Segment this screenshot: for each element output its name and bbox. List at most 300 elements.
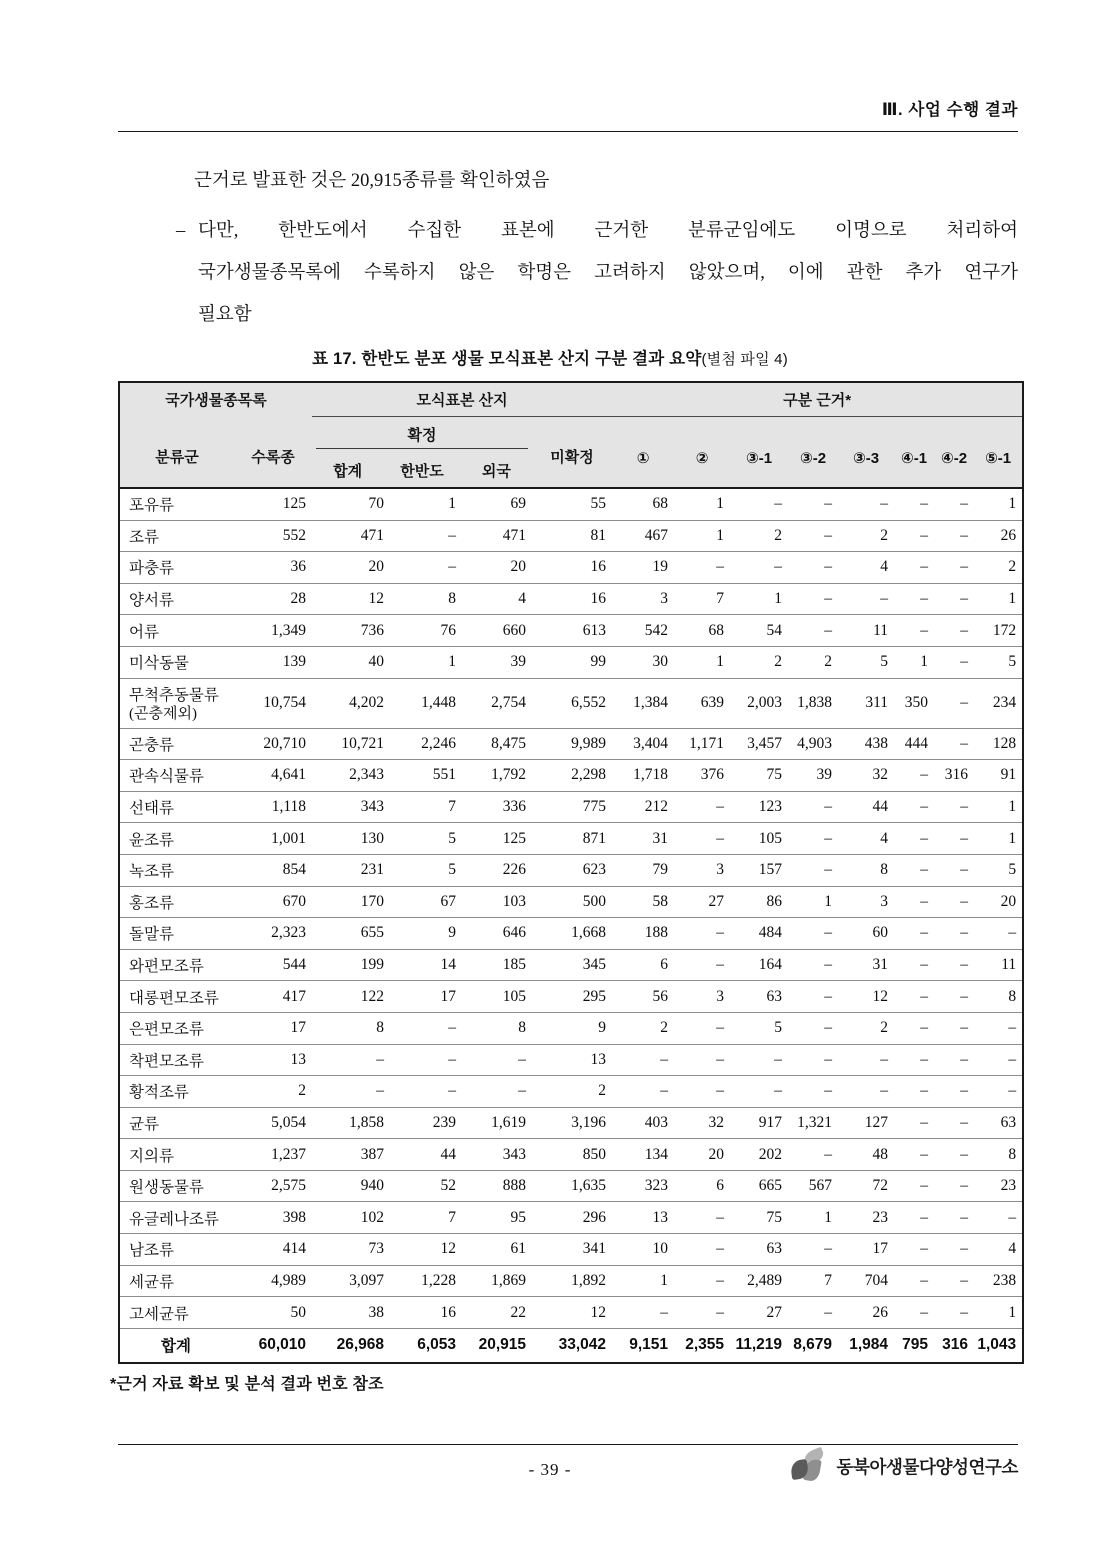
table-cell: 850 xyxy=(532,1139,612,1171)
table-row-label: 양서류 xyxy=(119,583,234,615)
table-cell: – xyxy=(934,1170,974,1202)
table-cell: 646 xyxy=(462,918,532,950)
table-cell: – xyxy=(894,1012,934,1044)
table-cell: 32 xyxy=(674,1107,730,1139)
table-row-label: 녹조류 xyxy=(119,854,234,886)
col-header-confirmed-total: 합계 xyxy=(333,463,363,480)
table-cell: 7 xyxy=(674,583,730,615)
table-cell: – xyxy=(894,823,934,855)
table-footnote: *근거 자료 확보 및 분석 결과 번호 참조 xyxy=(110,1376,384,1393)
table-cell: 940 xyxy=(312,1170,390,1202)
table-row-label: 와편모조류 xyxy=(119,949,234,981)
table-cell: 11 xyxy=(974,949,1023,981)
table-row xyxy=(119,886,1023,918)
table-cell: 350 xyxy=(894,678,934,728)
table-cell: – xyxy=(788,791,838,823)
table-cell: – xyxy=(730,1044,788,1076)
bullet-word: 수집한 xyxy=(407,221,462,241)
col-header-c3-1-label: ③-1 xyxy=(746,450,773,467)
col-header-c2 xyxy=(674,417,730,489)
table-cell: 4,903 xyxy=(788,728,838,760)
bullet-word: 이명으로 xyxy=(835,221,907,241)
col-header-c3-2-label: ③-2 xyxy=(800,450,827,467)
table-cell: – xyxy=(934,678,974,728)
table-cell: 56 xyxy=(612,981,674,1013)
table-cell: – xyxy=(894,615,934,647)
table-cell: 39 xyxy=(788,760,838,792)
table-row xyxy=(119,981,1023,1013)
table-cell: 2 xyxy=(730,520,788,552)
body-prose xyxy=(118,160,1018,336)
table-cell: 188 xyxy=(612,918,674,950)
bullet-text-body xyxy=(198,210,1018,336)
bullet-word: 수록하지 xyxy=(364,263,436,283)
table-row xyxy=(119,949,1023,981)
table-row-label: 무척추동물류 (곤충제외) xyxy=(119,678,234,728)
table-cell: – xyxy=(974,1012,1023,1044)
col-header-confirmed-label: 확정 xyxy=(407,426,437,444)
table-cell: – xyxy=(934,1202,974,1234)
table-cell: 1 xyxy=(390,646,462,678)
table-cell: – xyxy=(934,1076,974,1108)
table-cell: – xyxy=(894,520,934,552)
table-cell: – xyxy=(934,583,974,615)
table-cell: 6,552 xyxy=(532,678,612,728)
table-cell: 5 xyxy=(974,646,1023,678)
table-cell: 76 xyxy=(390,615,462,647)
table-cell: – xyxy=(894,552,934,584)
table-cell: – xyxy=(788,520,838,552)
table-cell: 102 xyxy=(312,1202,390,1234)
col-header-c4-1-label: ④-1 xyxy=(901,450,928,467)
table-cell: 231 xyxy=(312,854,390,886)
group-header-criteria: 구분 근거* xyxy=(612,382,1023,417)
table-cell: 1 xyxy=(974,583,1023,615)
prose-bullet-item xyxy=(118,210,1018,336)
table-cell: 39 xyxy=(462,646,532,678)
table-cell: 4 xyxy=(838,552,894,584)
col-header-confirmed-foreign: 외국 xyxy=(481,463,511,480)
col-header-c5-1 xyxy=(974,417,1023,489)
table-row xyxy=(119,918,1023,950)
table-cell: 7 xyxy=(788,1265,838,1297)
table-cell: 2 xyxy=(788,646,838,678)
summary-table xyxy=(118,381,1024,1364)
table-cell: 8 xyxy=(838,854,894,886)
table-cell: 444 xyxy=(894,728,934,760)
header-rule xyxy=(118,131,1018,132)
table-cell: 13 xyxy=(234,1044,312,1076)
table-cell: – xyxy=(894,1044,934,1076)
table-cell: – xyxy=(390,1076,462,1108)
table-cell: 27 xyxy=(730,1297,788,1329)
table-cell: 1 xyxy=(974,1297,1023,1329)
table-row-label: 어류 xyxy=(119,615,234,647)
table-cell: 2 xyxy=(532,1076,612,1108)
table-cell: 623 xyxy=(532,854,612,886)
table-cell: 3,097 xyxy=(312,1265,390,1297)
table-cell: – xyxy=(934,981,974,1013)
table-cell: 3 xyxy=(674,981,730,1013)
running-head: Ⅲ. 사업 수행 결과 xyxy=(881,101,1018,119)
table-caption-main: 표 17. 한반도 분포 생물 모식표본 산지 구분 결과 요약 xyxy=(312,350,702,368)
table-row xyxy=(119,1076,1023,1108)
table-cell: 1 xyxy=(894,646,934,678)
table-cell: – xyxy=(788,1012,838,1044)
table-cell: – xyxy=(788,1044,838,1076)
table-cell: 19 xyxy=(612,552,674,584)
table-cell: – xyxy=(894,1265,934,1297)
table-cell: 387 xyxy=(312,1139,390,1171)
table-cell: 736 xyxy=(312,615,390,647)
table-cell: 1 xyxy=(788,886,838,918)
bullet-dash-marker: – xyxy=(176,221,186,241)
table-cell: – xyxy=(838,488,894,520)
table-cell: 2 xyxy=(838,1012,894,1044)
table-row xyxy=(119,488,1023,520)
table-cell: 3 xyxy=(674,854,730,886)
bullet-word: 표본에 xyxy=(500,221,555,241)
table-cell: 8 xyxy=(390,583,462,615)
table-cell: – xyxy=(674,1297,730,1329)
table-cell: – xyxy=(894,1297,934,1329)
table-cell: – xyxy=(674,552,730,584)
table-cell: – xyxy=(894,1139,934,1171)
table-row xyxy=(119,1202,1023,1234)
table-cell: 61 xyxy=(462,1234,532,1266)
table-cell: 544 xyxy=(234,949,312,981)
table-cell: – xyxy=(934,1107,974,1139)
table-cell: 1,869 xyxy=(462,1265,532,1297)
table-cell: 13 xyxy=(612,1202,674,1234)
table-cell: 670 xyxy=(234,886,312,918)
table-cell: 28 xyxy=(234,583,312,615)
col-header-c3-3 xyxy=(838,417,894,489)
table-cell: 1 xyxy=(674,646,730,678)
table-cell: 75 xyxy=(730,760,788,792)
table-cell: 164 xyxy=(730,949,788,981)
table-row xyxy=(119,1234,1023,1266)
bullet-word: 근거한 xyxy=(594,221,649,241)
col-header-confirmed-group xyxy=(312,417,532,489)
table-cell: 1,718 xyxy=(612,760,674,792)
table-cell: – xyxy=(894,1107,934,1139)
table-cell: 73 xyxy=(312,1234,390,1266)
table-caption-suffix: (별첨 파일 4) xyxy=(701,351,788,368)
table-cell: 81 xyxy=(532,520,612,552)
table-cell: 1 xyxy=(730,583,788,615)
table-cell: 52 xyxy=(390,1170,462,1202)
table-cell: 10,721 xyxy=(312,728,390,760)
table-cell: 69 xyxy=(462,488,532,520)
table-cell: 1,321 xyxy=(788,1107,838,1139)
bullet-line-1 xyxy=(198,210,1018,252)
table-row xyxy=(119,1297,1023,1329)
col-header-taxon-label: 분류군 xyxy=(155,448,199,466)
table-row xyxy=(119,728,1023,760)
table-total-cell: 316 xyxy=(934,1328,974,1363)
table-cell: 1,118 xyxy=(234,791,312,823)
table-cell: 1,838 xyxy=(788,678,838,728)
table-cell: 5 xyxy=(838,646,894,678)
table-row-label: 홍조류 xyxy=(119,886,234,918)
table-cell: – xyxy=(934,823,974,855)
table-cell: 63 xyxy=(730,1234,788,1266)
table-row xyxy=(119,678,1023,728)
table-cell: 316 xyxy=(934,760,974,792)
table-cell: 105 xyxy=(462,981,532,1013)
table-cell: 134 xyxy=(612,1139,674,1171)
col-header-c5-1-label: ⑤-1 xyxy=(985,450,1012,467)
table-cell: – xyxy=(788,615,838,647)
table-cell: 17 xyxy=(838,1234,894,1266)
table-cell: 7 xyxy=(390,791,462,823)
table-cell: – xyxy=(974,1202,1023,1234)
table-cell: 44 xyxy=(838,791,894,823)
table-cell: 4,641 xyxy=(234,760,312,792)
table-cell: 376 xyxy=(674,760,730,792)
table-cell: 7 xyxy=(390,1202,462,1234)
table-cell: 417 xyxy=(234,981,312,1013)
table-row xyxy=(119,520,1023,552)
table-cell: 398 xyxy=(234,1202,312,1234)
table-row xyxy=(119,1044,1023,1076)
table-cell: 105 xyxy=(730,823,788,855)
table-cell: – xyxy=(788,949,838,981)
table-cell: 2,003 xyxy=(730,678,788,728)
table-cell: – xyxy=(788,583,838,615)
table-cell: 22 xyxy=(462,1297,532,1329)
table-cell: – xyxy=(674,1234,730,1266)
table-cell: 854 xyxy=(234,854,312,886)
table-cell: 68 xyxy=(674,615,730,647)
table-cell: 9,989 xyxy=(532,728,612,760)
table-cell: 5 xyxy=(390,854,462,886)
table-cell: 123 xyxy=(730,791,788,823)
table-row-label: 세균류 xyxy=(119,1265,234,1297)
table-cell: 3 xyxy=(612,583,674,615)
table-cell: 4,202 xyxy=(312,678,390,728)
table-cell: 16 xyxy=(390,1297,462,1329)
table-cell: – xyxy=(894,1076,934,1108)
table-total-label: 합계 xyxy=(119,1328,234,1363)
table-cell: – xyxy=(788,1139,838,1171)
bullet-word: 학명은 xyxy=(517,263,572,283)
table-row xyxy=(119,552,1023,584)
table-row-label: 포유류 xyxy=(119,488,234,520)
table-cell: 655 xyxy=(312,918,390,950)
table-cell: 103 xyxy=(462,886,532,918)
table-cell: 639 xyxy=(674,678,730,728)
table-cell: 4 xyxy=(462,583,532,615)
table-cell: 500 xyxy=(532,886,612,918)
table-cell: 172 xyxy=(974,615,1023,647)
table-cell: 8,475 xyxy=(462,728,532,760)
table-cell: – xyxy=(788,918,838,950)
table-cell: 202 xyxy=(730,1139,788,1171)
table-cell: 26 xyxy=(838,1297,894,1329)
table-cell: 1,228 xyxy=(390,1265,462,1297)
table-cell: 60 xyxy=(838,918,894,950)
table-cell: 467 xyxy=(612,520,674,552)
table-cell: 665 xyxy=(730,1170,788,1202)
table-cell: 70 xyxy=(312,488,390,520)
table-cell: 567 xyxy=(788,1170,838,1202)
table-row-label: 윤조류 xyxy=(119,823,234,855)
table-cell: – xyxy=(462,1044,532,1076)
table-row xyxy=(119,1265,1023,1297)
table-cell: – xyxy=(674,918,730,950)
table-cell: – xyxy=(894,918,934,950)
table-cell: 20 xyxy=(312,552,390,584)
table-cell: 30 xyxy=(612,646,674,678)
table-cell: – xyxy=(934,1012,974,1044)
col-header-c4-2 xyxy=(934,417,974,489)
bullet-word: 다만, xyxy=(198,221,239,241)
col-header-confirmed-korea: 한반도 xyxy=(400,463,444,480)
table-row-label: 대롱편모조류 xyxy=(119,981,234,1013)
bullet-word: 추가 xyxy=(905,263,942,283)
table-cell: 2,246 xyxy=(390,728,462,760)
table-cell: 2,323 xyxy=(234,918,312,950)
table-cell: 1 xyxy=(974,488,1023,520)
table-cell: 239 xyxy=(390,1107,462,1139)
bullet-word: 않았으며, xyxy=(688,263,765,283)
col-header-c1-label: ① xyxy=(636,450,650,467)
table-cell: 3,196 xyxy=(532,1107,612,1139)
table-cell: 1,668 xyxy=(532,918,612,950)
table-cell: – xyxy=(674,1265,730,1297)
table-row-label: 돌말류 xyxy=(119,918,234,950)
table-cell: – xyxy=(934,1139,974,1171)
table-cell: 6 xyxy=(674,1170,730,1202)
table-row-label: 지의류 xyxy=(119,1139,234,1171)
table-cell: – xyxy=(390,552,462,584)
table-total-cell: 26,968 xyxy=(312,1328,390,1363)
table-cell: – xyxy=(934,886,974,918)
table-cell: – xyxy=(894,488,934,520)
table-row xyxy=(119,583,1023,615)
table-cell: 95 xyxy=(462,1202,532,1234)
table-cell: 471 xyxy=(312,520,390,552)
table-cell: 11 xyxy=(838,615,894,647)
table-cell: 2,575 xyxy=(234,1170,312,1202)
table-cell: 8 xyxy=(974,981,1023,1013)
bullet-word: 이에 xyxy=(787,263,824,283)
table-cell: 1 xyxy=(674,520,730,552)
table-cell: – xyxy=(674,1044,730,1076)
table-row xyxy=(119,823,1023,855)
footer-rule xyxy=(118,1444,1018,1445)
table-cell: – xyxy=(612,1297,674,1329)
table-total-cell: 1,984 xyxy=(838,1328,894,1363)
col-header-c3-1 xyxy=(730,417,788,489)
col-header-c4-1 xyxy=(894,417,934,489)
table-cell: – xyxy=(788,854,838,886)
table-cell: 44 xyxy=(390,1139,462,1171)
table-cell: 1,001 xyxy=(234,823,312,855)
table-cell: 2,343 xyxy=(312,760,390,792)
table-cell: 67 xyxy=(390,886,462,918)
bullet-word: 연구가 xyxy=(964,263,1018,283)
table-cell: – xyxy=(390,520,462,552)
table-cell: 8 xyxy=(312,1012,390,1044)
col-header-listed-species-label: 수록종 xyxy=(251,448,295,466)
table-cell: 2,489 xyxy=(730,1265,788,1297)
table-cell: 36 xyxy=(234,552,312,584)
table-cell: 336 xyxy=(462,791,532,823)
table-cell: 551 xyxy=(390,760,462,792)
table-cell: – xyxy=(730,552,788,584)
table-cell: 2 xyxy=(838,520,894,552)
table-cell: 86 xyxy=(730,886,788,918)
table-cell: – xyxy=(788,823,838,855)
table-cell: – xyxy=(934,918,974,950)
table-cell: – xyxy=(838,583,894,615)
table-cell: – xyxy=(788,1297,838,1329)
table-cell: 12 xyxy=(838,981,894,1013)
table-cell: – xyxy=(788,488,838,520)
col-header-taxon xyxy=(119,417,234,489)
bullet-line-3: 필요함 xyxy=(198,305,252,325)
table-cell: – xyxy=(974,918,1023,950)
table-cell: 125 xyxy=(234,488,312,520)
table-cell: – xyxy=(934,615,974,647)
table-row-label: 균류 xyxy=(119,1107,234,1139)
table-cell: 1,384 xyxy=(612,678,674,728)
table-cell: 5 xyxy=(974,854,1023,886)
table-cell: 16 xyxy=(532,552,612,584)
table-cell: – xyxy=(894,1234,934,1266)
table-cell: 48 xyxy=(838,1139,894,1171)
table-cell: 1 xyxy=(788,1202,838,1234)
table-cell: 1 xyxy=(974,823,1023,855)
col-header-unconfirmed xyxy=(532,417,612,489)
table-cell: 3,404 xyxy=(612,728,674,760)
table-cell: 1,635 xyxy=(532,1170,612,1202)
table-cell: 20 xyxy=(674,1139,730,1171)
table-cell: 2 xyxy=(730,646,788,678)
summary-table-container xyxy=(118,381,1017,1364)
table-cell: – xyxy=(312,1044,390,1076)
table-cell: 20,710 xyxy=(234,728,312,760)
table-cell: 127 xyxy=(838,1107,894,1139)
table-cell: – xyxy=(894,760,934,792)
table-cell: – xyxy=(674,1012,730,1044)
table-cell: 343 xyxy=(462,1139,532,1171)
prose-lead-line: 근거로 발표한 것은 20,915종류를 확인하였음 xyxy=(194,171,550,191)
table-cell: 212 xyxy=(612,791,674,823)
table-cell: 157 xyxy=(730,854,788,886)
table-cell: 8 xyxy=(974,1139,1023,1171)
table-cell: 23 xyxy=(974,1170,1023,1202)
table-cell: 170 xyxy=(312,886,390,918)
table-cell: 75 xyxy=(730,1202,788,1234)
table-total-cell: 60,010 xyxy=(234,1328,312,1363)
table-cell: – xyxy=(934,791,974,823)
table-cell: – xyxy=(974,1044,1023,1076)
table-cell: 58 xyxy=(612,886,674,918)
table-cell: 341 xyxy=(532,1234,612,1266)
table-cell: – xyxy=(312,1076,390,1108)
table-cell: 32 xyxy=(838,760,894,792)
table-cell: 1,892 xyxy=(532,1265,612,1297)
table-cell: 484 xyxy=(730,918,788,950)
table-cell: 128 xyxy=(974,728,1023,760)
table-row xyxy=(119,1012,1023,1044)
table-cell: – xyxy=(788,981,838,1013)
table-cell: 226 xyxy=(462,854,532,886)
